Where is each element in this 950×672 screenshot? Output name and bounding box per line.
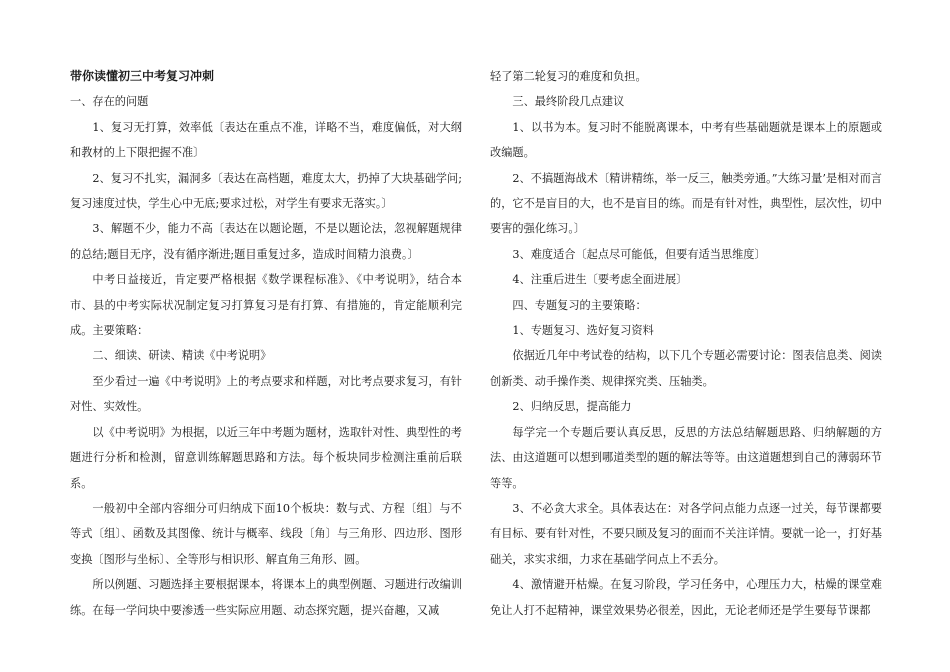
section-heading-final-advice: 三、最终阶段几点建议 bbox=[512, 95, 625, 109]
paragraph: 1、复习无打算，效率低〔表达在重点不准，详略不当，难度偏低，对大纲和教材的上下限把握不准〕 bbox=[70, 120, 462, 160]
paragraph-continuation: 轻了第二轮复习的难度和负担。 bbox=[490, 70, 647, 83]
paragraph: 3、难度适合〔起点尽可能低，但要有适当思维度〕 bbox=[512, 247, 766, 261]
left-column bbox=[70, 64, 462, 623]
paragraph: 3、解题不少，能力不高〔表达在以题论题，不是以题论法，忽视解题规律的总结;题目无序，没有循序渐进;题目重复过多，造成时间精力浪费。〕 bbox=[70, 222, 462, 261]
paragraph: 以《中考说明》为根据，以近三年中考题为题材，选取针对性、典型性的考题进行分析和检测，留意训练解题思路和方法。每个板块同步检测注重前后联系。 bbox=[70, 425, 462, 490]
paragraph: 每学完一个专题后要认真反思，反思的方法总结解题思路、归纳解题的方法、由这道题可以想到哪道类型的题的解法等等。由这道题想到自己的薄弱环节等等。 bbox=[490, 425, 882, 490]
paragraph: 1、专题复习、选好复习资料 bbox=[512, 324, 654, 338]
section-heading-strategies: 四、专题复习的主要策略： bbox=[512, 298, 647, 312]
paragraph: 至少看过一遍《中考说明》上的考点要求和样题，对比考点要求复习，有针对性、实效性。 bbox=[70, 374, 462, 414]
paragraph: 3、不必贪大求全。具体表达在：对各学问点能力点逐一过关，每节课都要有目标、要有针对性，不要只顾及复习的面而不关注详情。要就一论一，打好基础关，求实求细，力求在基础学问点上不丢分。 bbox=[490, 501, 882, 566]
section-heading-exam-guide: 二、细读、研读、精读《中考说明》 bbox=[92, 349, 272, 363]
paragraph: 所以例题、习题选择主要根据课本，将课本上的典型例题、习题进行改编训练。在每一学问块中要渗透一些实际应用题、动态探究题，提兴奋趣，又减 bbox=[70, 578, 462, 617]
paragraph: 2、复习不扎实，漏洞多〔表达在高档题，难度太大，扔掉了大块基础学问;复习速度过快，学生心中无底;要求过松，对学生有要求无落实。〕 bbox=[70, 171, 462, 211]
paragraph: 一般初中全部内容细分可归纳成下面10个板块：数与式、方程〔组〕与不等式〔组〕、函数及其图像、统计与概率、线段〔角〕与三角形、四边形、图形变换〔图形与坐标〕、全等形与相识形、解直角三角形、圆。 bbox=[70, 501, 462, 566]
paragraph: 中考日益接近，肯定要严格根据《数学课程标准》、《中考说明》，结合本市、县的中考实际状况制定复习打算复习是有打算、有措施的，肯定能顺利完成。主要策略： bbox=[70, 273, 462, 338]
section-heading-problems: 一、存在的问题 bbox=[70, 95, 149, 109]
paragraph: 依据近几年中考试卷的结构，以下几个专题必需要讨论：图表信息类、阅读创新类、动手操作类、规律探究类、压轴类。 bbox=[490, 349, 882, 388]
paragraph: 1、以书为本。复习时不能脱离课本，中考有些基础题就是课本上的原题或改编题。 bbox=[490, 120, 882, 160]
paragraph: 4、注重后进生〔要考虑全面进展〕 bbox=[512, 273, 688, 287]
paragraph: 2、归纳反思，提高能力 bbox=[512, 400, 632, 414]
paragraph: 4、激情避开枯燥。在复习阶段，学习任务中，心理压力大，枯燥的课堂难免让人打不起精神，课堂效果势必很差，因此，无论老师还是学生要每节课都 bbox=[490, 578, 882, 617]
right-column bbox=[490, 64, 882, 623]
document-title: 带你读懂初三中考复习冲刺 bbox=[70, 69, 215, 83]
paragraph: 2、不搞题海战术〔精讲精练，举一反三，触类旁通。”大练习量’是相对而言的，它不是盲目的大，也不是盲目的练。而是有针对性，典型性，层次性，切中要害的强化练习。〕 bbox=[490, 171, 882, 236]
